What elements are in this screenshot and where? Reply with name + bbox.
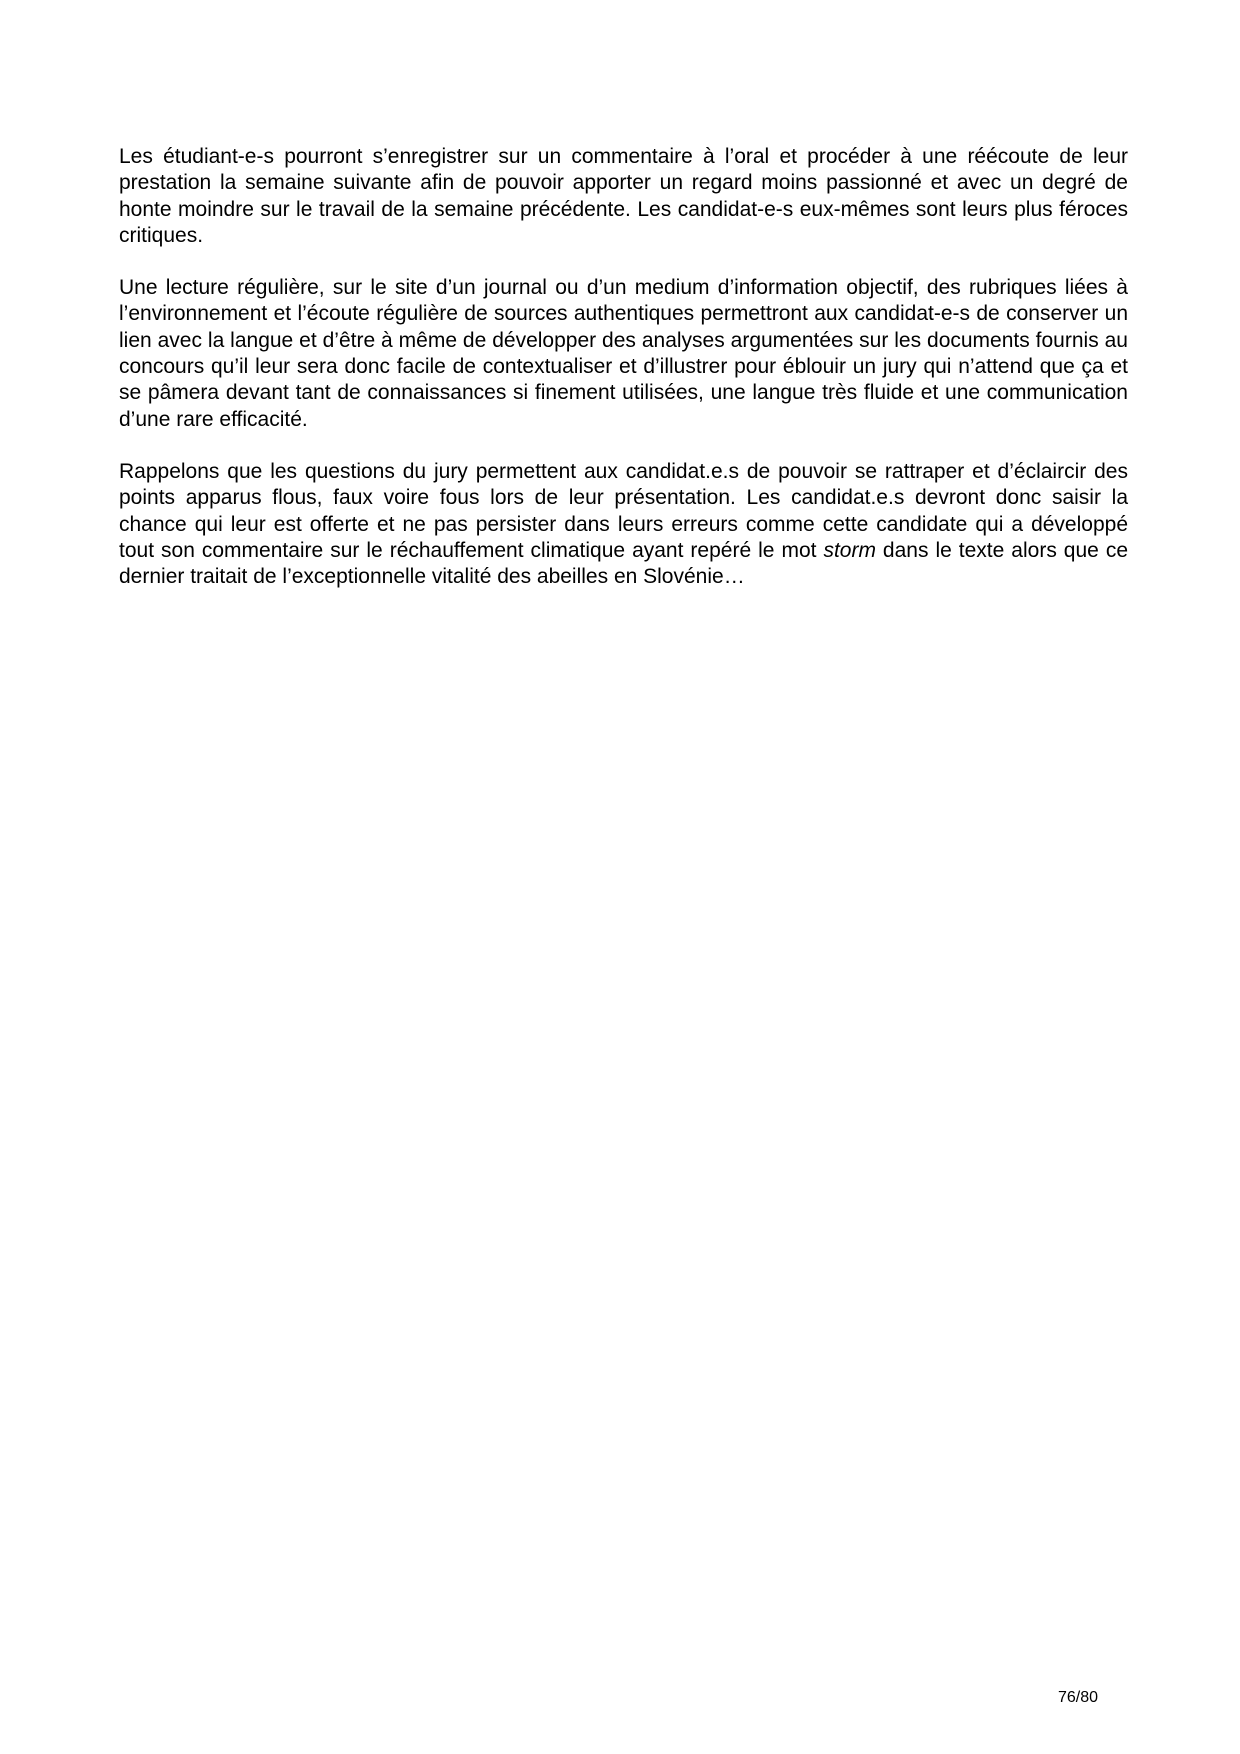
paragraph-regular-reading: Une lecture régulière, sur le site d’un journal ou d’un medium d’information objectif, des rubriques liées à l’environnement et l’écoute régulière de sources authentiques permettront aux candidat-e-s de conserver un lien avec la langue et d’être à même de développer des analyses argumentées sur les documents fournis au concours qu’il leur sera donc facile de contextualiser et d’illustrer pour éblouir un jury qui n’attend que ça et se pâmera devant tant de connaissances si finement utilisées, une langue très fluide et une communication d’une rare efficacité.	[119, 276, 1128, 431]
paragraph-jury-questions-text-after: dans le texte alors que ce dernier traitait de l’exceptionnelle vitalité des abeilles en Slovénie…	[119, 538, 1129, 589]
emphasized-word-storm: storm	[823, 538, 876, 562]
page-number: 76/80	[1057, 1689, 1098, 1706]
paragraph-jury-questions-text-before: Rappelons que les questions du jury permettent aux candidat.e.s de pouvoir se rattraper et d’éclaircir des points apparus flous, faux voire fous lors de leur présentation. Les candidat.e.s devront donc saisir la chance qui leur est offerte et ne pas persister dans leurs erreurs comme cette candidate qui a développé tout son commentaire sur le réchauffement climatique ayant repéré le mot	[119, 459, 1128, 562]
paragraph-recording-practice: Les étudiant-e-s pourront s’enregistrer sur un commentaire à l’oral et procéder à une réécoute de leur prestation la semaine suivante afin de pouvoir apporter un regard moins passionné et avec un degré de honte moindre sur le travail de la semaine précédente. Les candidat-e-s eux-mêmes sont leurs plus féroces critiques.	[119, 145, 1128, 247]
paragraph-jury-questions	[119, 459, 1128, 590]
document-body	[119, 144, 1128, 616]
